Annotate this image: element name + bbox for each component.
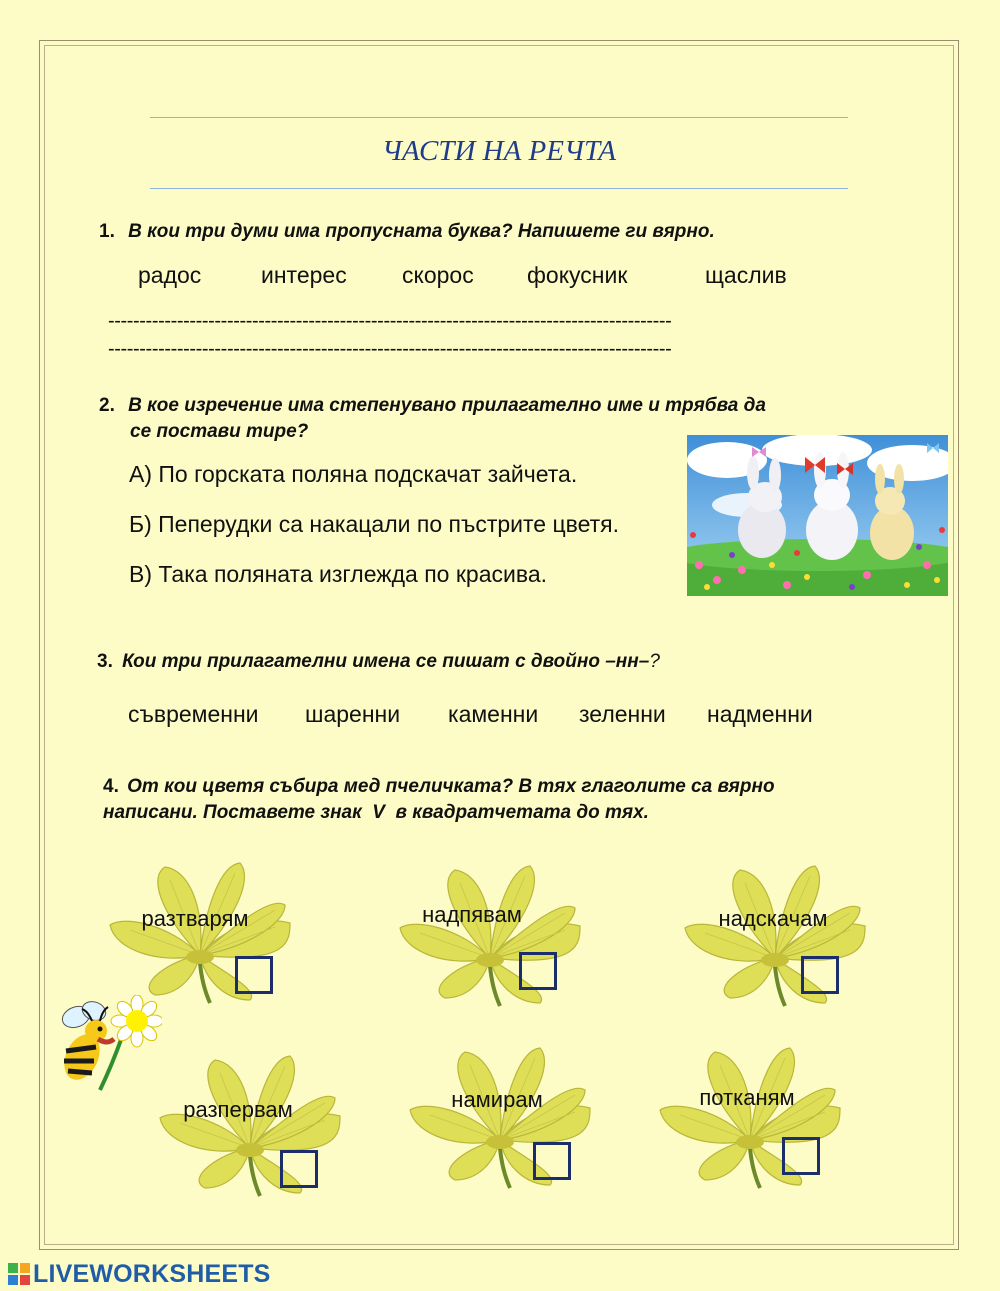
q3-word[interactable]: зеленни	[579, 701, 666, 727]
yellow-flower-icon	[150, 1048, 350, 1198]
flower-label: надпявам	[422, 902, 522, 927]
question-3-qmark: ?	[649, 651, 660, 672]
flower-card	[150, 1048, 350, 1198]
yellow-flower-icon	[675, 858, 875, 1008]
question-4-text-line1: От кои цветя събира мед пчеличката? В тях глаголите са вярно	[127, 776, 775, 797]
flower-card	[100, 855, 300, 1005]
q3-word[interactable]: надменни	[707, 701, 813, 727]
question-2	[99, 393, 766, 419]
q3-word[interactable]: съвременни	[128, 701, 259, 727]
yellow-flower-icon	[650, 1040, 850, 1190]
liveworksheets-logo-icon	[8, 1263, 30, 1285]
flower-label: намирам	[451, 1087, 543, 1112]
check-box[interactable]	[801, 956, 839, 994]
check-box[interactable]	[782, 1137, 820, 1175]
question-3-text: Кои три прилагателни имена се пишат с двойно –нн–	[122, 651, 650, 672]
page-title: ЧАСТИ НА РЕЧТА	[382, 135, 616, 167]
q2-option-a[interactable]: А) По горската поляна подскачат зайчета.	[129, 461, 578, 487]
flower-label: разтварям	[141, 906, 249, 931]
bee-with-daisy-icon	[52, 995, 162, 1100]
question-1-number: 1.	[99, 221, 115, 242]
flower-label: потканям	[699, 1085, 795, 1110]
yellow-flower-icon	[390, 858, 590, 1008]
question-2-text-line1: В кое изречение има степенувано прилагателно име и трябва да	[128, 395, 766, 416]
question-1-text: В кои три думи има пропусната буква? Напишете ги вярно.	[128, 221, 715, 242]
question-3-number: 3.	[97, 651, 113, 672]
answer-line-1[interactable]: ------------------------------------------------------------------------------------------	[108, 310, 672, 332]
title-rule-top	[150, 117, 848, 118]
q1-word: интерес	[261, 262, 347, 288]
liveworksheets-logo[interactable]	[8, 1260, 271, 1288]
question-1	[99, 219, 715, 245]
answer-line-2[interactable]: ------------------------------------------------------------------------------------------	[108, 338, 672, 360]
q2-option-c[interactable]: В) Така поляната изглежда по красива.	[129, 561, 547, 587]
check-box[interactable]	[533, 1142, 571, 1180]
check-box[interactable]	[280, 1150, 318, 1188]
flower-card	[400, 1040, 600, 1190]
q1-word: скорос	[402, 262, 474, 288]
question-2-number: 2.	[99, 395, 115, 416]
question-2-text-line2: се постави тире?	[130, 421, 309, 442]
check-box[interactable]	[235, 956, 273, 994]
q1-word: фокусник	[527, 262, 628, 288]
q1-word: радос	[138, 262, 202, 288]
q2-option-b[interactable]: Б) Пеперудки са накацали по пъстрите цветя.	[129, 511, 619, 537]
bunnies-meadow-image	[687, 435, 948, 596]
question-4-number: 4.	[103, 776, 119, 797]
q3-word[interactable]: каменни	[448, 701, 539, 727]
check-box[interactable]	[519, 952, 557, 990]
q3-word[interactable]: шаренни	[305, 701, 401, 727]
q1-word: щаслив	[705, 262, 787, 288]
question-3	[97, 649, 660, 675]
question-4-text-line2: написани. Поставете знак V в квадратчетата до тях.	[103, 802, 649, 823]
flower-label: разпервам	[183, 1097, 293, 1122]
flower-label: надскачам	[718, 906, 828, 931]
title-rule-bottom	[150, 188, 848, 189]
flower-card	[650, 1040, 850, 1190]
flower-card	[675, 858, 875, 1008]
question-4	[103, 774, 775, 800]
flower-card	[390, 858, 590, 1008]
liveworksheets-brand: LIVEWORKSHEETS	[33, 1259, 271, 1288]
